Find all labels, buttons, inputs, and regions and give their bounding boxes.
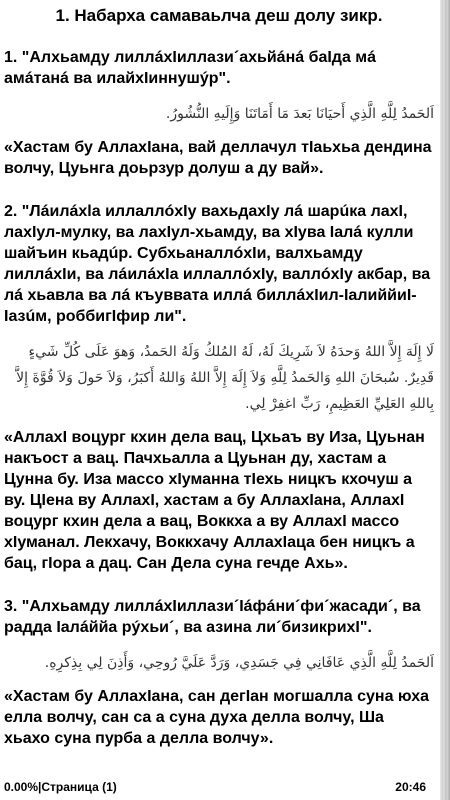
translation-text: «Хастам бу АллахIана, сан дегIан могшалла суна юха елла волчу, сан са а суна духа делла волчу, Ша хьахо суна пурба а делла волчу». xyxy=(4,688,429,747)
transliteration-text: 1. "Алхьамду лиллáхIиллази´ахьйáнá баIда мá амáтанá ва илайхIиннушýр". xyxy=(4,49,377,87)
transliteration-text: 3. "Алхьамду лиллáхIиллази´Iáфáни´фи´жасади´, ва радда Iалáййа рýхьи´, ва азина ли´бизикрихI". xyxy=(4,598,421,636)
transliteration-text: 2. "Лáилáхlа иллаллóхIу вахьдахIу лá шарúка лахI, лахIул-мулку, ва лахIул-хьамду, ва хIува Iалá кулли шайъин кьадúр. СубхьаналлóхIи, валхьамду лиллáхIи, ва лáилáхIа иллаллóхIу, валлóхIу акбар, ва лá хьавла ва лá къуввата иллá биллáхIил-IалиййиI-Iазúм, роббигIфир ли". xyxy=(4,203,431,325)
translation-text: «Хастам бу АллахIана, вай деллачул тIаьхьа дендина волчу, Цуьнга доьрзур долуш а ду вай». xyxy=(4,139,432,177)
page-edge-stack xyxy=(440,0,450,800)
page-indicator: |Страница (1) xyxy=(38,780,117,794)
dhikr-section-3 xyxy=(4,596,434,749)
arabic-text: اَلحَمدُ لِلَّهِ الَّذِي أَحيَانَا بَعدَ مَا أَمَاتَنَا وَإِلَيهِ النُّشُورُ. xyxy=(165,106,434,122)
progress-percent: 0.00% xyxy=(4,780,39,794)
reading-progress xyxy=(4,780,117,794)
arabic-text: لَا إِلَهَ إِلاَّ اللهُ وَحدَهُ لاَ شَرِيكَ لَهُ، لَهُ المُلكُ وَلَهُ الحَمدُ، وَهوَ عَلَى كُلِّ شَيءٍ قَدِيرٌ. سُبحَانَ اللهِ وَالحَمدُ لِلَّهِ وَلاَ إِلَهَ إِلاَّ اللهُ وَاللهُ أَكبَرُ، وَلاَ حَولَ وَلاَ قُوَّةَ إِلاَّ بِاللهِ العَلِيِّ العَظِيمِ، رَبِّ اغفِرْ لِي. xyxy=(16,344,434,412)
translation-text: «АллахI воцург кхин дела вац, Цхьаъ ву Иза, Цуьнан накъост а вац. Пачхьалла а Цуьнан ду, хастам а Цунна бу. Иза массо хIуманна тIехь ницкъ кхочуш а ву. ЦIена ву АллахI, хастам а бу АллахIана, АллахI воцург кхин дела а вац, Воккха а ву АллахI массо хIуманал. Лекхачу, Воккхачу АллахIаца бен ницкъ а бац, гIора а дац. Сан Дела суна гечде Ахь». xyxy=(4,429,425,572)
dhikr-section-1 xyxy=(4,47,434,179)
page-content xyxy=(4,4,434,771)
arabic-text: اَلحَمدُ لِلَّهِ الَّذِي عَافَانِي فِي جَسَدِي، وَرَدَّ عَلَيَّ رُوحِي، وَأَذِنَ لِي بِذِكرِهِ. xyxy=(44,655,434,671)
chapter-title: 1. Набарха самаваьлча деш долу зикр. xyxy=(55,6,383,25)
clock: 20:46 xyxy=(395,780,426,794)
dhikr-section-2 xyxy=(4,201,434,574)
